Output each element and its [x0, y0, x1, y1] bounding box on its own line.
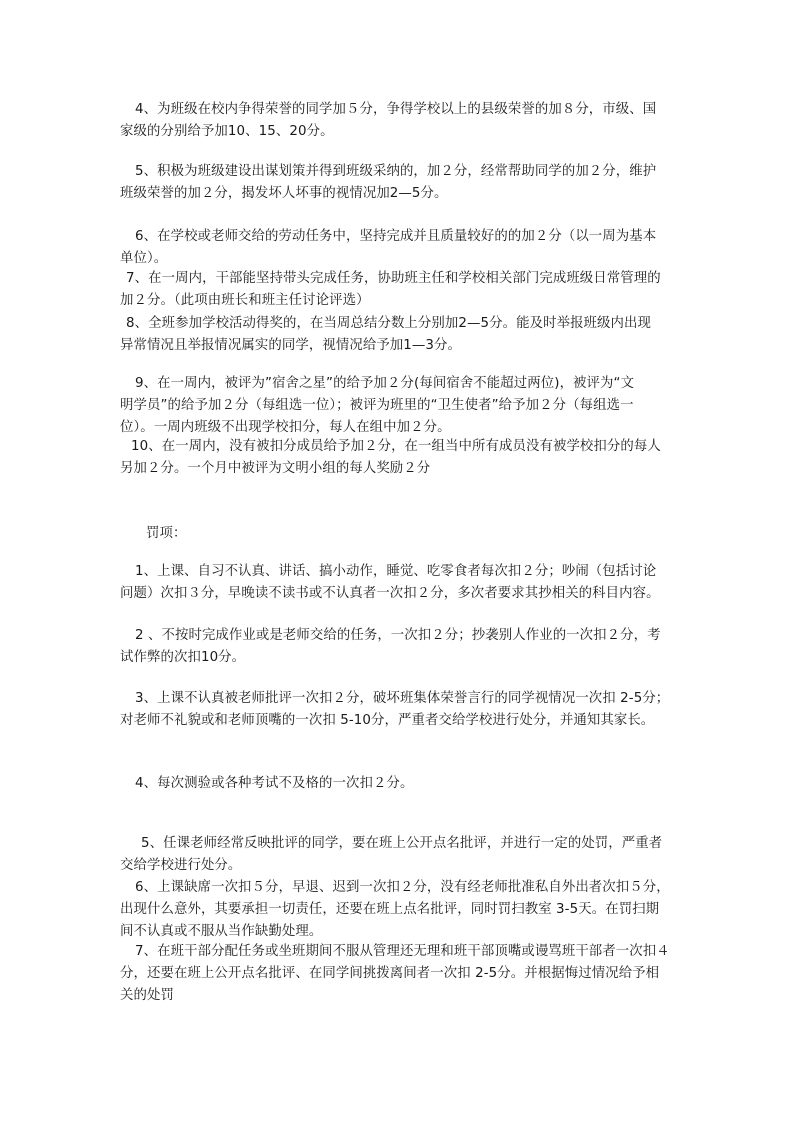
reward-item-6-line1: 6、在学校或老师交给的劳动任务中，坚持完成并且质量较好的的加２分（以一周为基本: [135, 229, 657, 244]
penalty-item-3: [120, 688, 670, 732]
penalty-item-7: [120, 941, 670, 1007]
reward-item-9: [120, 373, 635, 439]
reward-item-8-line2: 异常情况且举报情况属实的同学，视情况给予加1—3分。: [120, 338, 462, 353]
penalty-item-4-line1: 4、每次测验或各种考试不及格的一次扣２分。: [135, 776, 414, 791]
reward-item-8: [120, 313, 652, 357]
reward-item-5-line2: 班级荣誉的加２分，揭发坏人坏事的视情况加2—5分。: [120, 186, 448, 201]
reward-item-10-line1: 10、在一周内，没有被扣分成员给予加２分，在一组当中所有成员没有被学校扣分的每人: [131, 439, 661, 454]
penalty-item-5-line2: 交给学校进行处分。: [120, 858, 242, 873]
penalty-item-1-line1: 1、上课、自习不认真、讲话、搞小动作，睡觉、吃零食者每次扣２分；吵闹（包括讨论: [135, 564, 657, 579]
reward-item-8-line1: 8、全班参加学校活动得奖的，在当周总结分数上分别加2—5分。能及时举报班级内出现: [126, 316, 652, 331]
reward-item-5-line1: 5、积极为班级建设出谋划策并得到班级采纳的，加２分，经常帮助同学的加２分，维护: [135, 164, 657, 179]
penalty-item-2-line2: 试作弊的次扣10分。: [120, 650, 246, 665]
reward-item-9-line3: 位）。一周内班级不出现学校扣分，每人在组中加２分。: [120, 420, 451, 435]
penalty-item-6-line2: 出现什么意外，其要承担一切责任，还要在班上点名批评，同时罚扫教室 3-5天。在罚扫期: [120, 902, 660, 917]
reward-item-4: [120, 99, 657, 143]
reward-item-9-line2: 明学员”的给予加２分（每组选一位）；被评为班里的“卫生使者”给予加２分（每组选一: [120, 398, 634, 413]
reward-item-6-line2: 单位）。: [120, 251, 168, 266]
penalty-item-5-line1: 5、任课老师经常反映批评的同学，要在班上公开点名批评，并进行一定的处罚，严重者: [141, 836, 663, 851]
reward-item-9-line1: 9、在一周内，被评为”宿舍之星”的给予加２分(每间宿舍不能超过两位)，被评为“文: [135, 376, 635, 391]
penalty-item-7-line2: 分，还要在班上公开点名批评、在同学间挑拨离间者一次扣 2-5分。并根据悔过情况给予相: [120, 966, 660, 981]
reward-item-6: [120, 226, 657, 270]
penalty-item-3-line2: 对老师不礼貌或和老师顶嘴的一次扣 5-10分，严重者交给学校进行处分，并通知其家长。: [120, 713, 655, 728]
penalty-item-1: [120, 561, 660, 605]
penalty-item-6-line1: 6、上课缺席一次扣５分，早退、迟到一次扣２分，没有经老师批准私自外出者次扣５分，: [135, 880, 670, 895]
reward-item-7: [120, 268, 661, 312]
penalty-item-4: [135, 773, 413, 795]
reward-item-4-line2: 家级的分别给予加10、15、20分。: [120, 124, 334, 139]
penalty-item-7-line3: 关的处罚: [120, 988, 174, 1003]
reward-item-5: [120, 161, 657, 205]
penalty-item-6-line3: 间不认真或不服从当作缺勤处理。: [120, 924, 323, 939]
penalty-item-1-line2: 问题）次扣３分，早晚读不读书或不认真者一次扣２分，多次者要求其抄相关的科目内容。: [120, 586, 660, 601]
reward-item-10-line2: 另加２分。一个月中被评为文明小组的每人奖励２分: [120, 461, 431, 476]
penalty-item-2-line1: 2 、不按时完成作业或是老师交给的任务，一次扣２分；抄袭别人作业的一次扣２分，考: [135, 628, 661, 643]
reward-item-4-line1: 4、为班级在校内争得荣誉的同学加５分，争得学校以上的县级荣誉的加８分，市级、国: [135, 102, 657, 117]
penalty-item-2: [120, 625, 661, 669]
penalty-item-3-line1: 3、上课不认真被老师批评一次扣２分，破坏班集体荣誉言行的同学视情况一次扣 2-5分；: [135, 691, 670, 706]
penalty-item-5: [120, 833, 663, 877]
penalty-item-7-line1: 7、在班干部分配任务或坐班期间不服从管理还无理和班干部顶嘴或谩骂班干部者一次扣４: [135, 944, 670, 959]
reward-item-7-line1: 7、在一周内，干部能坚持带头完成任务，协助班主任和学校相关部门完成班级日常管理的: [126, 271, 661, 286]
penalty-item-6: [120, 877, 670, 943]
reward-item-10: [120, 436, 661, 480]
reward-item-7-line2: 加２分。（此项由班长和班主任讨论评选）: [120, 293, 370, 308]
penalty-heading: 罚项：: [146, 526, 187, 541]
